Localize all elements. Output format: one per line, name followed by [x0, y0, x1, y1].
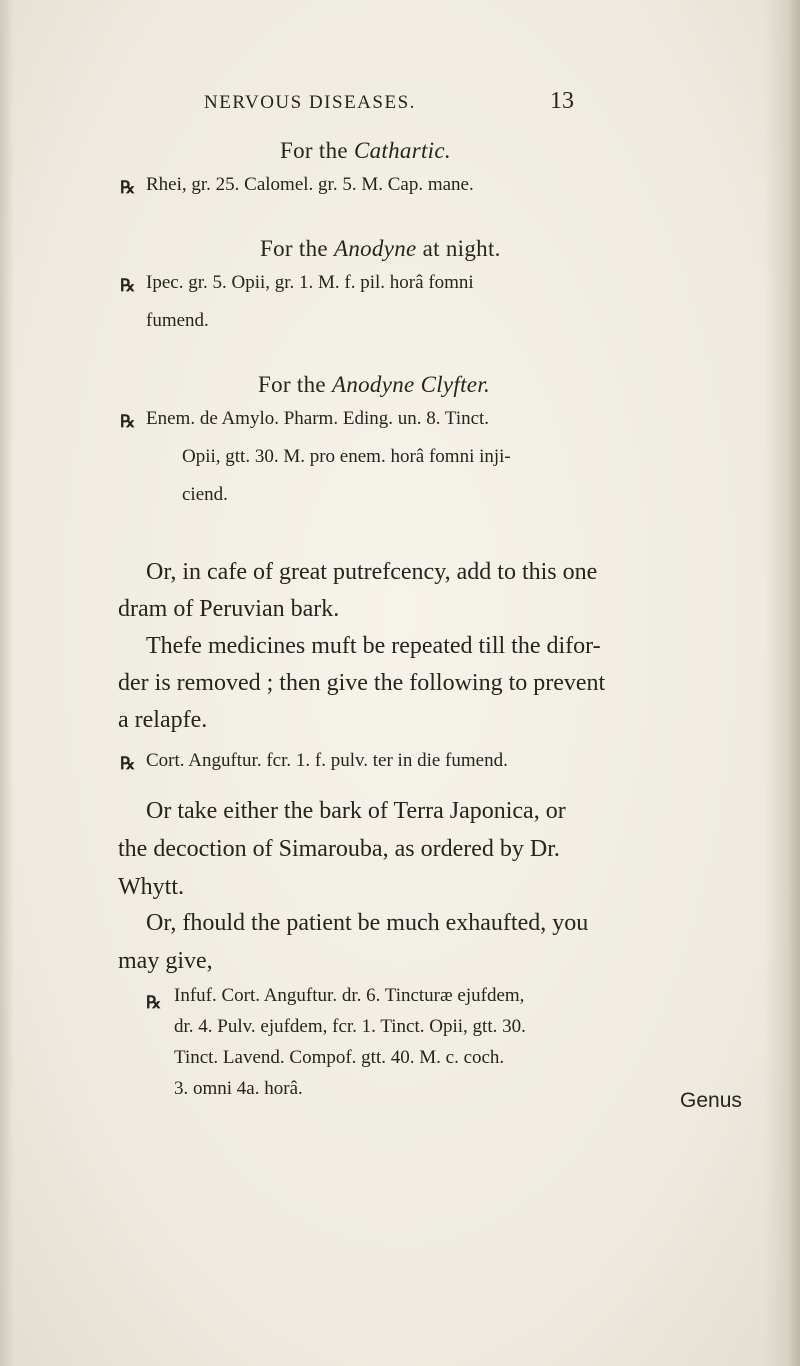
rx-line: Rhei, gr. 25. Calomel. gr. 5. M. Cap. mane. — [146, 174, 474, 195]
running-title: NERVOUS DISEASES. — [204, 92, 416, 113]
page-header — [204, 88, 574, 122]
text-line: Or take either the bark of Terra Japonica, or — [146, 798, 566, 824]
text-line: Or, fhould the patient be much exhaufted, you — [146, 910, 589, 936]
heading-anodyne-clyster: For the Anodyne Clyfter. — [258, 372, 491, 397]
paragraph-repeat — [118, 628, 605, 739]
rx-symbol: ℞ — [120, 754, 136, 773]
heading-cathartic: For the Cathartic. — [280, 138, 451, 163]
rx-infusion — [174, 980, 526, 1104]
text-line: the decoction of Simarouba, as ordered by Dr. — [118, 836, 560, 862]
rx-symbol: ℞ — [120, 412, 136, 431]
rx-line: Enem. de Amylo. Pharm. Eding. un. 8. Tinct. — [146, 408, 490, 429]
rx-cortex — [146, 742, 508, 780]
rx-symbol: ℞ — [120, 178, 136, 197]
rx-anodyne — [146, 264, 474, 340]
text-line: der is removed ; then give the following to prevent — [118, 670, 606, 696]
rx-cathartic — [146, 166, 474, 204]
rx-symbol: ℞ — [120, 276, 136, 295]
page-right-edge — [764, 0, 800, 1366]
rx-clyster — [146, 400, 511, 514]
rx-line: Infuf. Cort. Anguftur. dr. 6. Tincturæ ejufdem, — [174, 985, 525, 1006]
rx-line: dr. 4. Pulv. ejufdem, fcr. 1. Tinct. Opii, gtt. 30. — [174, 1016, 526, 1037]
text-line: Or, in cafe of great putrefcency, add to this one — [146, 559, 598, 585]
rx-line: 3. omni 4a. horâ. — [174, 1078, 303, 1099]
page-number: 13 — [550, 88, 574, 114]
text-line: a relapfe. — [118, 707, 208, 733]
text-line: dram of Peruvian bark. — [118, 596, 340, 622]
paragraph-putrescency — [118, 554, 597, 628]
rx-line: Tinct. Lavend. Compof. gtt. 40. M. c. coch. — [174, 1047, 505, 1068]
paragraph-exhausted — [118, 904, 588, 980]
rx-symbol: ℞ — [146, 993, 162, 1012]
rx-line: Opii, gtt. 30. M. pro enem. horâ fomni inji- — [182, 446, 511, 467]
rx-line: Cort. Anguftur. fcr. 1. f. pulv. ter in die fumend. — [146, 750, 508, 771]
catchword: Genus — [680, 1089, 742, 1112]
rx-line: Ipec. gr. 5. Opii, gr. 1. M. f. pil. horâ fomni — [146, 272, 474, 293]
heading-anodyne: For the Anodyne at night. — [260, 236, 501, 261]
text-line: Thefe medicines muft be repeated till the difor- — [146, 633, 601, 659]
paragraph-terra-japonica — [118, 792, 566, 906]
text-line: Whytt. — [118, 874, 184, 900]
rx-line: fumend. — [146, 310, 209, 331]
page-left-edge — [0, 0, 14, 1366]
text-line: may give, — [118, 948, 213, 974]
rx-line: ciend. — [182, 484, 228, 505]
